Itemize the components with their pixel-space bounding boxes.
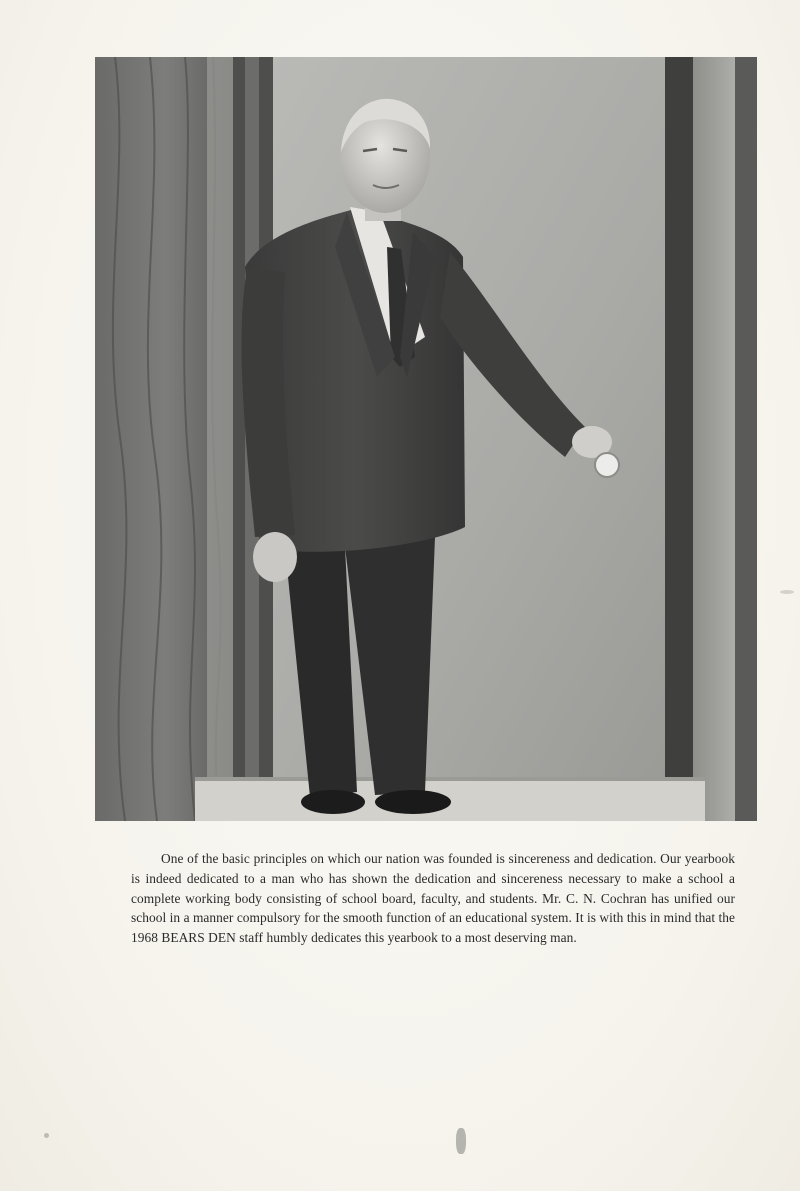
floor: [195, 777, 705, 821]
door-knob: [595, 453, 619, 477]
print-speck: [44, 1133, 49, 1138]
print-speck: [780, 590, 794, 594]
door-frame-right: [665, 57, 693, 821]
dedication-photo: [95, 57, 757, 821]
portrait-photo-icon: [95, 57, 757, 821]
dedication-caption: One of the basic principles on which our nation was founded is sincereness and dedication. Our yearbook is indeed dedicated to a man who has shown the dedication and sincereness necessary to make a school a complete working body consisting of school board, faculty, and students. Mr. C. N. Cochran has unified our school in a manner compulsory for the smooth function of an educational system. It is with this in mind that the 1968 BEARS DEN staff humbly dedicates this yearbook to a most deserving man.: [131, 851, 735, 945]
print-speck: [456, 1128, 466, 1154]
